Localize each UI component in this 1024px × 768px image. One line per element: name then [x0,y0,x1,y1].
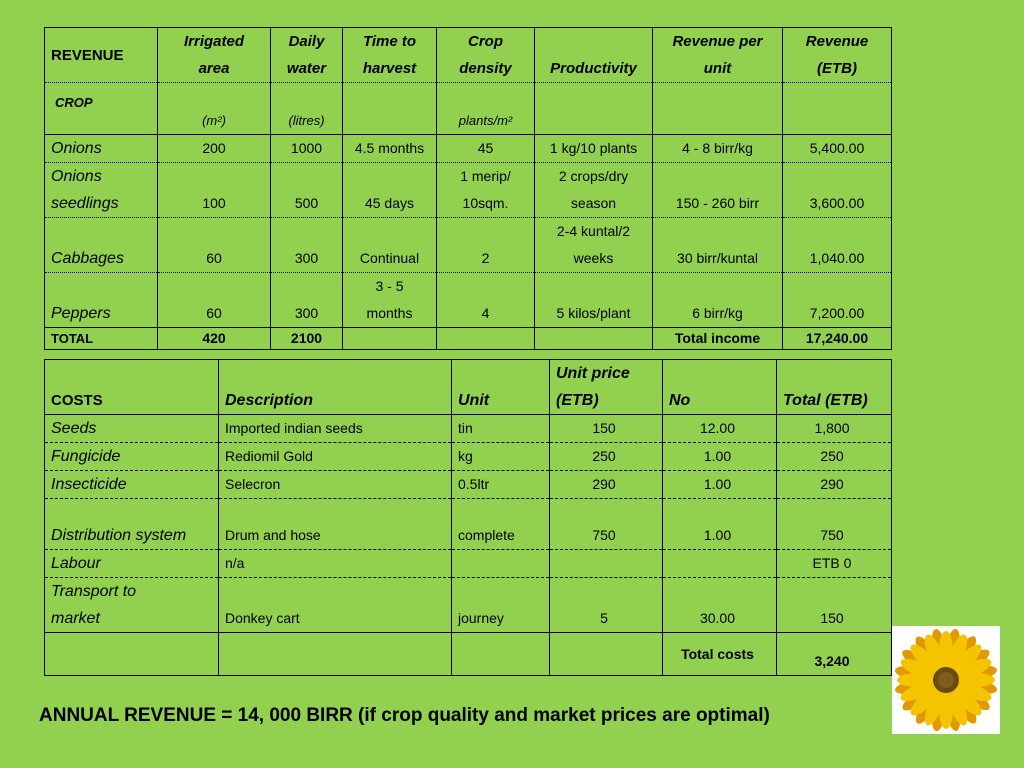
time-cell: 4.5 months [343,135,437,163]
table-row [45,273,892,328]
revenue-cell: 5,400.00 [783,135,892,163]
table-row [45,415,892,443]
cost-total: 150 [777,578,892,633]
cost-item: Transport to market [45,578,219,633]
rev-unit-cell: 4 - 8 birr/kg [653,135,783,163]
rev-unit-cell: 6 birr/kg [653,273,783,328]
cost-unit [452,550,550,578]
density-cell: 1 merip/ 10sqm. [437,163,535,218]
cost-price: 290 [550,471,663,499]
table-row [45,218,892,273]
rev-unit-cell: 30 birr/kuntal [653,218,783,273]
crop-name: Onions seedlings [45,163,158,218]
cost-no: 12.00 [663,415,777,443]
productivity-cell: 2 crops/dry season [535,163,653,218]
total-income-label: Total income [653,328,783,350]
cost-unit: kg [452,443,550,471]
header-revenue-etb: Revenue (ETB) [783,28,892,83]
header-no: No [663,360,777,415]
cost-total: ETB 0 [777,550,892,578]
costs-header-row [45,360,892,415]
density-cell: 4 [437,273,535,328]
header-irrigated-area: Irrigated area [158,28,271,83]
cost-price: 250 [550,443,663,471]
cost-unit: 0.5ltr [452,471,550,499]
rev-unit-cell: 150 - 260 birr [653,163,783,218]
annual-revenue-note: ANNUAL REVENUE = 14, 000 BIRR (if crop quality and market prices are optimal) [39,705,770,726]
cost-description: Rediomil Gold [219,443,452,471]
table-row [45,135,892,163]
cost-item: Distribution system [45,499,219,550]
cost-no: 1.00 [663,499,777,550]
revenue-label: REVENUE [51,46,124,64]
area-cell: 100 [158,163,271,218]
density-cell: 45 [437,135,535,163]
total-water: 2100 [271,328,343,350]
time-cell: 45 days [343,163,437,218]
time-cell: 3 - 5 months [343,273,437,328]
cost-item: Labour [45,550,219,578]
cost-total: 750 [777,499,892,550]
crop-name: Onions [51,140,102,157]
cost-description: Drum and hose [219,499,452,550]
revenue-cell: 1,040.00 [783,218,892,273]
header-unit: Unit [452,360,550,415]
density-cell: 2 [437,218,535,273]
crop-label: CROP [45,83,158,135]
total-area: 420 [158,328,271,350]
water-cell: 500 [271,163,343,218]
total-income-value: 17,240.00 [783,328,892,350]
table-row [45,163,892,218]
costs-table [44,359,892,676]
revenue-units-row [45,83,892,135]
water-cell: 1000 [271,135,343,163]
header-crop-density: Crop density [437,28,535,83]
cost-no: 30.00 [663,578,777,633]
crop-name: Cabbages [45,218,158,273]
area-cell: 60 [158,218,271,273]
total-costs-value: 3,240 [777,633,892,676]
revenue-cell: 3,600.00 [783,163,892,218]
costs-label: COSTS [45,360,219,415]
unit-water: (litres) [271,83,343,135]
cost-description: Imported indian seeds [219,415,452,443]
costs-total-row [45,633,892,676]
productivity-cell: 5 kilos/plant [535,273,653,328]
table-row [45,471,892,499]
cost-unit: journey [452,578,550,633]
revenue-table [44,27,892,350]
area-cell: 200 [158,135,271,163]
table-row [45,550,892,578]
revenue-total-row [45,328,892,350]
cost-description: Donkey cart [219,578,452,633]
productivity-cell: 2-4 kuntal/2 weeks [535,218,653,273]
table-row [45,499,892,550]
header-unit-price: Unit price (ETB) [550,360,663,415]
table-row [45,443,892,471]
table-row [45,578,892,633]
total-label: TOTAL [45,328,158,350]
header-productivity: Productivity [535,28,653,83]
cost-no [663,550,777,578]
cost-price: 750 [550,499,663,550]
header-description: Description [219,360,452,415]
crop-name: Peppers [45,273,158,328]
revenue-header-row [45,28,892,83]
cost-total: 1,800 [777,415,892,443]
revenue-cell: 7,200.00 [783,273,892,328]
header-daily-water: Daily water [271,28,343,83]
total-costs-label: Total costs [663,633,777,676]
water-cell: 300 [271,218,343,273]
cost-item: Seeds [45,415,219,443]
cost-item: Fungicide [45,443,219,471]
cost-description: Selecron [219,471,452,499]
cost-price: 5 [550,578,663,633]
sunflower-image [892,626,1000,734]
cost-total: 250 [777,443,892,471]
water-cell: 300 [271,273,343,328]
cost-price [550,550,663,578]
header-revenue-per-unit: Revenue per unit [653,28,783,83]
header-total: Total (ETB) [777,360,892,415]
cost-item: Insecticide [45,471,219,499]
unit-density: plants/m² [437,83,535,135]
cost-price: 150 [550,415,663,443]
cost-total: 290 [777,471,892,499]
productivity-cell: 1 kg/10 plants [535,135,653,163]
cost-unit: tin [452,415,550,443]
area-cell: 60 [158,273,271,328]
cost-no: 1.00 [663,471,777,499]
time-cell: Continual [343,218,437,273]
cost-no: 1.00 [663,443,777,471]
cost-unit: complete [452,499,550,550]
header-time-to-harvest: Time to harvest [343,28,437,83]
cost-description: n/a [219,550,452,578]
unit-area: (m²) [158,83,271,135]
